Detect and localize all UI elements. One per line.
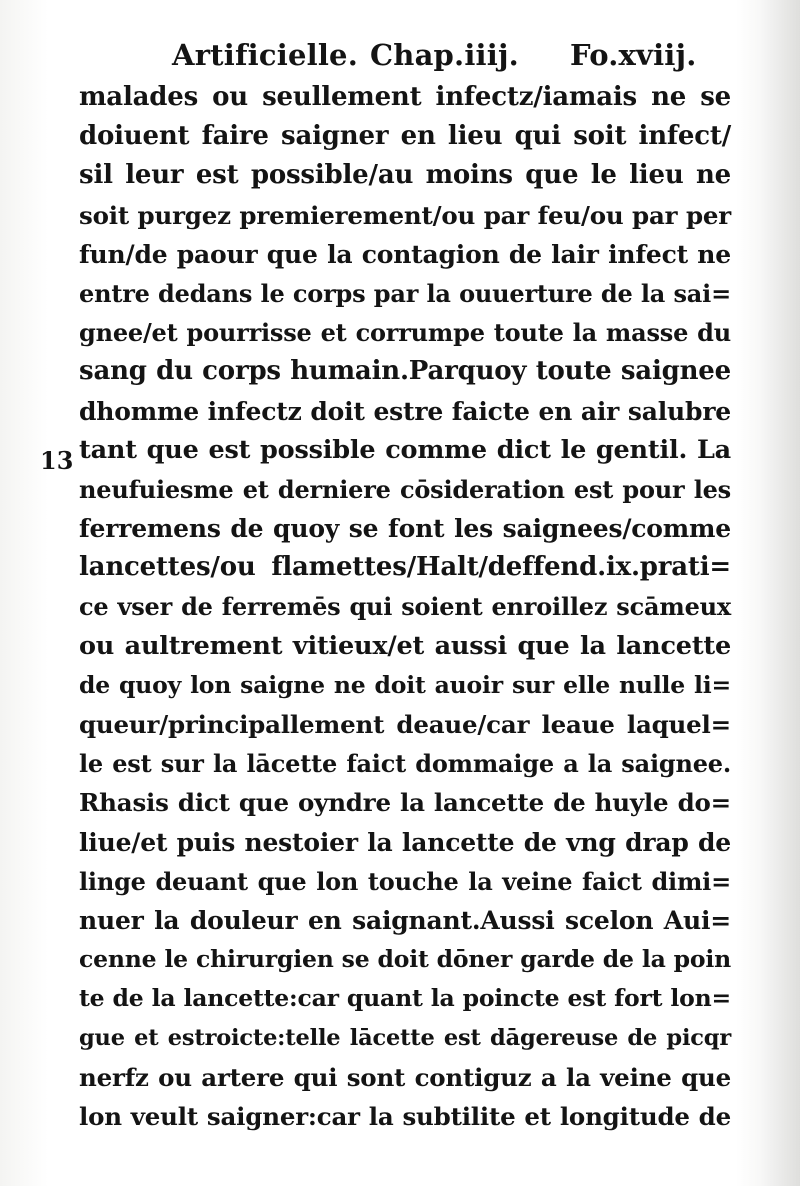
- text-line: lon veult saigner:car la subtilite et longitude de: [79, 1101, 731, 1131]
- running-header: [172, 38, 712, 82]
- text-line: doiuent faire saigner en lieu qui soit infect/: [79, 121, 731, 152]
- text-line: liue/et puis nestoier la lancette de vng drap de: [79, 827, 731, 857]
- text-line: le est sur la lācette faict dommaige a la saignee.: [79, 749, 731, 779]
- text-line: entre dedans le corps par la ouuerture de la sai=: [79, 278, 731, 308]
- text-line: queur/principallement deaue/car leaue laquel=: [79, 710, 731, 739]
- text-line: dhomme infectz doit estre faicte en air salubre: [79, 396, 731, 426]
- text-line: de quoy lon saigne ne doit auoir sur elle nulle li=: [79, 670, 731, 699]
- text-line: sil leur est possible/au moins que le lieu ne: [79, 160, 731, 191]
- text-line: lancettes/ou flamettes/Halt/deffend.ix.prati=: [79, 552, 731, 583]
- text-line: te de la lancette:car quant la poincte est fort lon=: [79, 984, 731, 1013]
- text-line: malades ou seullement infectz/iamais ne se: [79, 82, 731, 112]
- text-line: gue et estroicte:telle lācette est dāgereuse de picqr: [79, 1024, 731, 1051]
- text-line: linge deuant que lon touche la veine faict dimi=: [79, 866, 731, 896]
- text-line: ferremens de quoy se font les saignees/comme: [79, 514, 731, 544]
- text-line: sang du corps humain.Parquoy toute saignee: [79, 356, 731, 387]
- text-line: tant que est possible comme dict le gentil. La: [79, 434, 731, 465]
- text-line: ce vser de ferremēs qui soient enroillez scāmeux: [79, 592, 731, 622]
- text-line: soit purgez premierement/ou par feu/ou par per: [79, 200, 731, 230]
- body-text: [79, 78, 739, 1136]
- margin-annotation: 13: [40, 446, 74, 475]
- text-line: cenne le chirurgien se doit dōner garde de la poin: [79, 945, 731, 974]
- text-line: gnee/et pourrisse et corrumpe toute la masse du: [79, 318, 731, 348]
- text-line: nerfz ou artere qui sont contiguz a la veine que: [79, 1062, 731, 1092]
- text-line: ou aultrement vitieux/et aussi que la lancette: [79, 630, 731, 661]
- text-line: nuer la douleur en saignant.Aussi scelon Aui=: [79, 905, 731, 935]
- text-line: Rhasis dict que oyndre la lancette de huyle do=: [79, 788, 731, 818]
- text-line: fun/de paour que la contagion de lair infect ne: [79, 239, 731, 269]
- text-line: neufuiesme et derniere cōsideration est pour les: [79, 474, 731, 504]
- header-chapter: Chap.iiij.: [370, 38, 519, 72]
- header-folio: Fo.xviij.: [570, 38, 697, 72]
- header-title: Artificielle.: [172, 38, 358, 72]
- page-edge-shadow: [760, 0, 800, 1186]
